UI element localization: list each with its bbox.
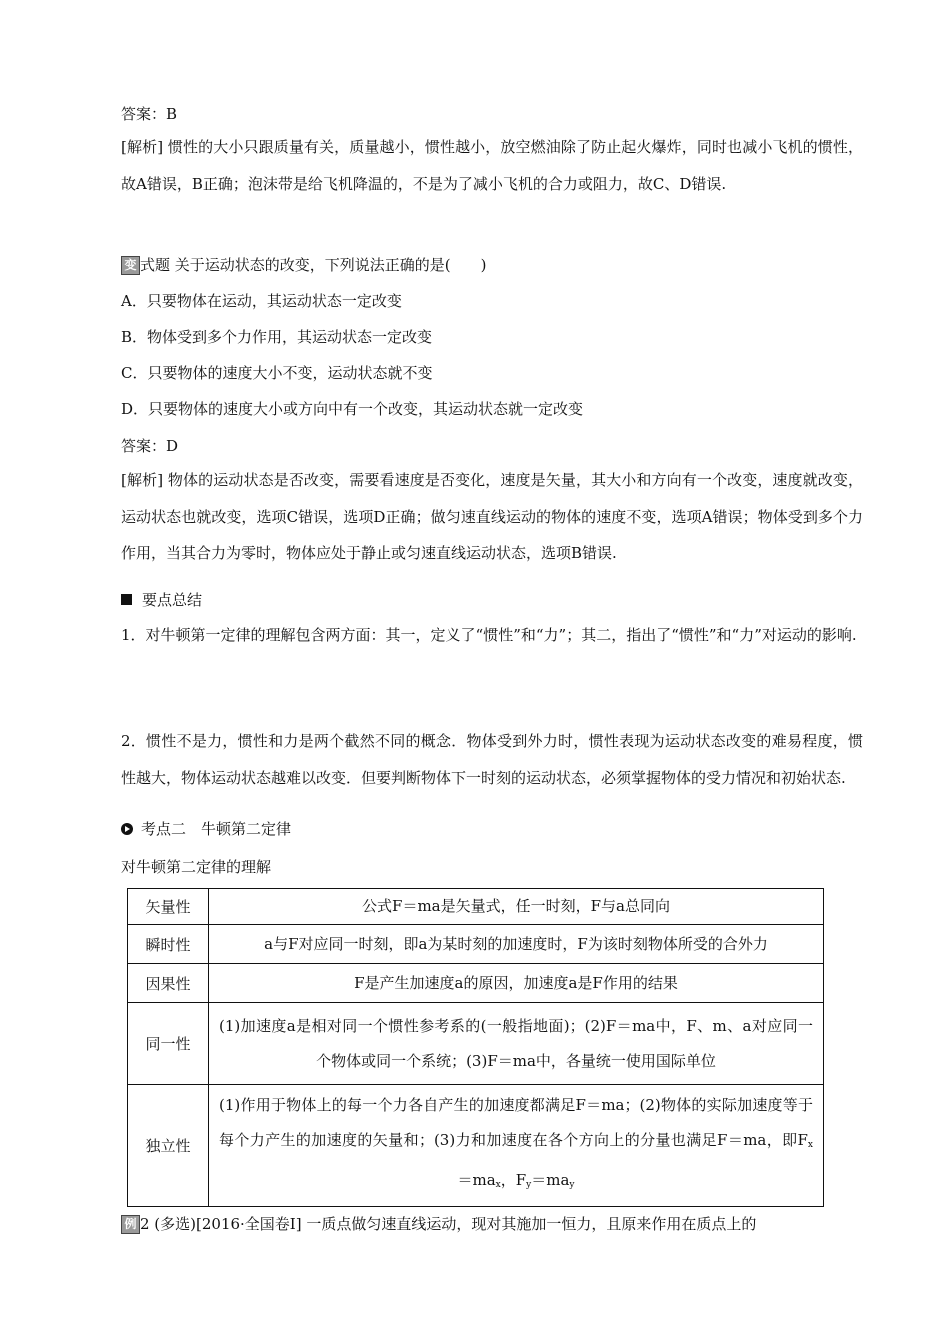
square-bullet-icon — [121, 594, 132, 605]
option-a: A．只要物体在运动，其运动状态一定改变 — [121, 292, 402, 310]
example-badge-icon: 例 — [121, 1215, 140, 1234]
row-value: a与F对应同一时刻，即a为某时刻的加速度时，F为该时刻物体所受的合外力 — [209, 925, 824, 964]
play-circle-icon — [121, 823, 133, 835]
analysis-2: [解析] 物体的运动状态是否改变，需要看速度是否变化，速度是矢量，其大小和方向有一个改变，速度就改变，运动状态也就改变，选项C错误，选项D正确；做匀速直线运动的物体的速度不变，选项A错误；物体受到多个力作用，当其合力为零时，物体应处于静止或匀速直线运动状态，选项B错误. — [121, 471, 863, 562]
analysis-1: [解析] 惯性的大小只跟质量有关，质量越小，惯性越小，放空燃油除了防止起火爆炸，同时也减小飞机的惯性，故A错误，B正确；泡沫带是给飞机降温的，不是为了减小飞机的合力或阻力，故C、D错误. — [121, 138, 863, 193]
section-heading — [121, 819, 291, 839]
row-value: (1)作用于物体上的每一个力各自产生的加速度都满足F＝ma；(2)物体的实际加速度等于每个力产生的加速度的矢量和；(3)力和加速度在各个方向上的分量也满足F＝ma，即$F_x=ma_x$，$F_y=ma_y$ — [209, 1085, 824, 1207]
row-value: 公式F＝ma是矢量式，任一时刻，F与a总同向 — [209, 889, 824, 925]
option-b: B．物体受到多个力作用，其运动状态一定改变 — [121, 328, 433, 346]
row-key: 独立性 — [128, 1085, 209, 1207]
summary-point-2: 2．惯性不是力，惯性和力是两个截然不同的概念．物体受到外力时，惯性表现为运动状态改变的难易程度，惯性越大，物体运动状态越难以改变．但要判断物体下一时刻的运动状态，必须掌握物体的受力情况和初始状态. — [121, 732, 863, 787]
example-text: 2 (多选)[2016·全国卷Ⅰ] 一质点做匀速直线运动，现对其施加一恒力，且原来作用在质点上的 — [140, 1215, 757, 1233]
table-row — [128, 889, 824, 925]
row-value: (1)加速度a是相对同一个惯性参考系的(一般指地面)；(2)F＝ma中，F、m、a对应同一个物体或同一个系统；(3)F＝ma中，各量统一使用国际单位 — [209, 1003, 824, 1085]
table-row — [128, 1003, 824, 1085]
summary-point-1: 1．对牛顿第一定律的理解包含两方面：其一，定义了“惯性”和“力”；其二，指出了“惯性”和“力”对运动的影响. — [121, 626, 857, 644]
example-question — [121, 1214, 756, 1234]
variant-badge-icon: 变 — [121, 256, 140, 275]
table-row — [128, 964, 824, 1003]
summary-title: 要点总结 — [142, 591, 203, 609]
table-row — [128, 1085, 824, 1207]
row-value: F是产生加速度a的原因，加速度a是F作用的结果 — [209, 964, 824, 1003]
answer-2: 答案：D — [121, 437, 179, 455]
option-d: D．只要物体的速度大小或方向中有一个改变，其运动状态就一定改变 — [121, 400, 584, 418]
answer-1: 答案：B — [121, 105, 178, 123]
section-title: 考点二 牛顿第二定律 — [141, 820, 292, 838]
row-key: 瞬时性 — [128, 925, 209, 964]
row-key: 矢量性 — [128, 889, 209, 925]
row-key: 因果性 — [128, 964, 209, 1003]
row-key: 同一性 — [128, 1003, 209, 1085]
table-row — [128, 925, 824, 964]
section-subtitle: 对牛顿第二定律的理解 — [121, 858, 272, 876]
properties-table — [127, 888, 824, 1207]
summary-heading — [121, 590, 202, 610]
variant-stem: 式题 关于运动状态的改变，下列说法正确的是( ) — [140, 256, 487, 274]
option-c: C．只要物体的速度大小不变，运动状态就不变 — [121, 364, 433, 382]
variant-question — [121, 255, 486, 275]
